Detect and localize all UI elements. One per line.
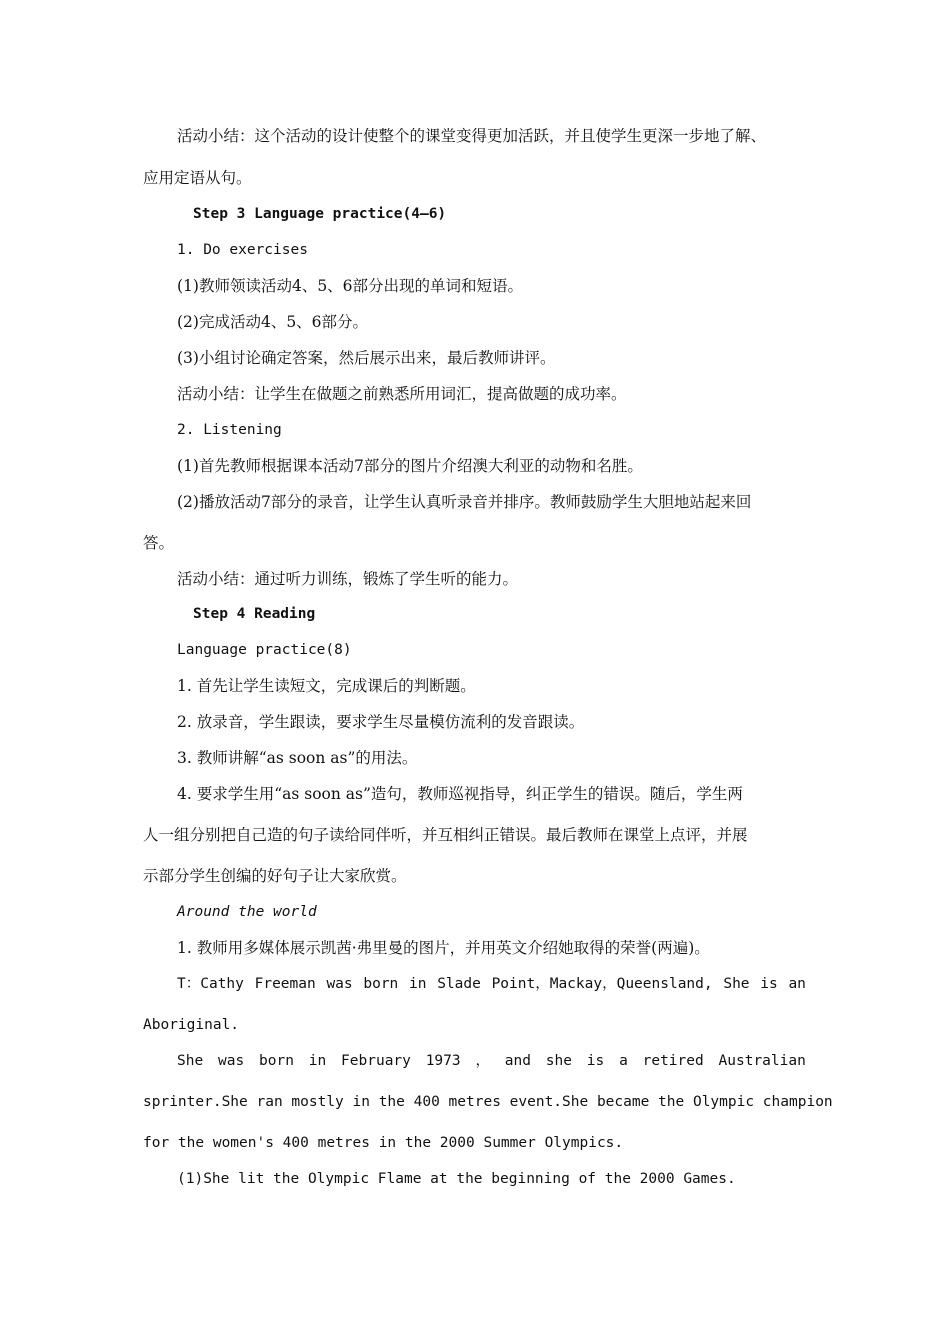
biography-line-1-word-0: She [177, 1053, 204, 1069]
language-practice-8: Language practice(8) [177, 642, 352, 658]
biography-line-1-word-1: was [218, 1053, 245, 1069]
around-world-item-1: 1. 教师用多媒体展示凯茜·弗里曼的图片，并用英文介绍她取得的荣誉(两遍)。 [177, 939, 710, 957]
biography-line-1-word-11: retired [642, 1053, 704, 1069]
summary-3: 活动小结：通过听力训练，锻炼了学生听的能力。 [177, 570, 519, 588]
teacher-line-1-word-2: was [326, 976, 353, 992]
olympic-flame-item: (1)She lit the Olympic Flame at the beginning of the 2000 Games. [177, 1171, 736, 1187]
teacher-line-1-word-5: Slade [437, 976, 481, 992]
around-the-world-heading: Around the world [177, 904, 317, 920]
summary-1-line-2: 应用定语从句。 [143, 169, 252, 187]
biography-line-1-word-10: a [619, 1053, 628, 1069]
step-3-heading: Step 3 Language practice(4—6) [193, 206, 447, 222]
teacher-line-1-word-8: is [760, 976, 778, 992]
exercise-item-2: (2)完成活动4、5、6部分。 [177, 313, 369, 331]
summary-2: 活动小结：让学生在做题之前熟悉所用词汇，提高做题的成功率。 [177, 385, 627, 403]
teacher-line-1-word-7: She [723, 976, 750, 992]
biography-line-2: sprinter.She ran mostly in the 400 metres event.She became the Olympic champion [143, 1094, 833, 1110]
biography-line-3: for the women's 400 metres in the 2000 Summer Olympics. [143, 1135, 624, 1151]
biography-line-1-word-3: in [308, 1053, 327, 1069]
teacher-line-2: Aboriginal. [143, 1017, 240, 1033]
teacher-line-1-word-1: Freeman [254, 976, 316, 992]
exercise-item-3: (3)小组讨论确定答案，然后展示出来，最后教师讲评。 [177, 349, 556, 367]
reading-item-2: 2. 放录音，学生跟读，要求学生尽量模仿流利的发音跟读。 [177, 713, 585, 731]
reading-item-4-line-3: 示部分学生创编的好句子让大家欣赏。 [143, 867, 407, 885]
teacher-line-1-word-9: an [788, 976, 806, 992]
summary-1-line-1: 活动小结：这个活动的设计使整个的课堂变得更加活跃，并且使学生更深一步地了解、 [177, 127, 767, 145]
biography-line-1-word-7: and [504, 1053, 531, 1069]
listening-item-2-line-1: (2)播放活动7部分的录音，让学生认真听录音并排序。教师鼓励学生大胆地站起来回 [177, 493, 752, 511]
reading-item-4-line-2: 人一组分别把自己造的句子读给同伴听，并互相纠正错误。最后教师在课堂上点评，并展 [143, 826, 748, 844]
teacher-line-1-word-3: born [363, 976, 399, 992]
biography-line-1-word-5: 1973 [425, 1053, 461, 1069]
biography-line-1-word-12: Australian [718, 1053, 806, 1069]
reading-item-4-line-1: 4. 要求学生用“as soon as”造句，教师巡视指导，纠正学生的错误。随后，学生两 [177, 785, 743, 803]
teacher-line-1-word-4: in [409, 976, 427, 992]
step-4-heading: Step 4 Reading [193, 606, 316, 622]
teacher-line-1 [177, 974, 806, 994]
do-exercises-heading: 1. Do exercises [177, 242, 308, 258]
biography-line-1-word-2: born [259, 1053, 294, 1069]
listening-item-1: (1)首先教师根据课本活动7部分的图片介绍澳大利亚的动物和名胜。 [177, 457, 643, 475]
reading-item-1: 1. 首先让学生读短文，完成课后的判断题。 [177, 677, 476, 695]
listening-item-2-line-2: 答。 [143, 534, 175, 552]
biography-line-1-word-4: February [341, 1053, 411, 1069]
biography-line-1-word-9: is [586, 1053, 605, 1069]
teacher-line-1-word-6: Point，Mackay，Queensland, [491, 976, 713, 992]
listening-heading: 2. Listening [177, 422, 282, 438]
biography-line-1-word-6: ， [475, 1053, 490, 1069]
biography-line-1-word-8: she [545, 1053, 572, 1069]
teacher-line-1-word-0: T：Cathy [177, 976, 244, 992]
exercise-item-1: (1)教师领读活动4、5、6部分出现的单词和短语。 [177, 277, 524, 295]
biography-line-1 [177, 1051, 806, 1071]
reading-item-3: 3. 教师讲解“as soon as”的用法。 [177, 749, 418, 767]
